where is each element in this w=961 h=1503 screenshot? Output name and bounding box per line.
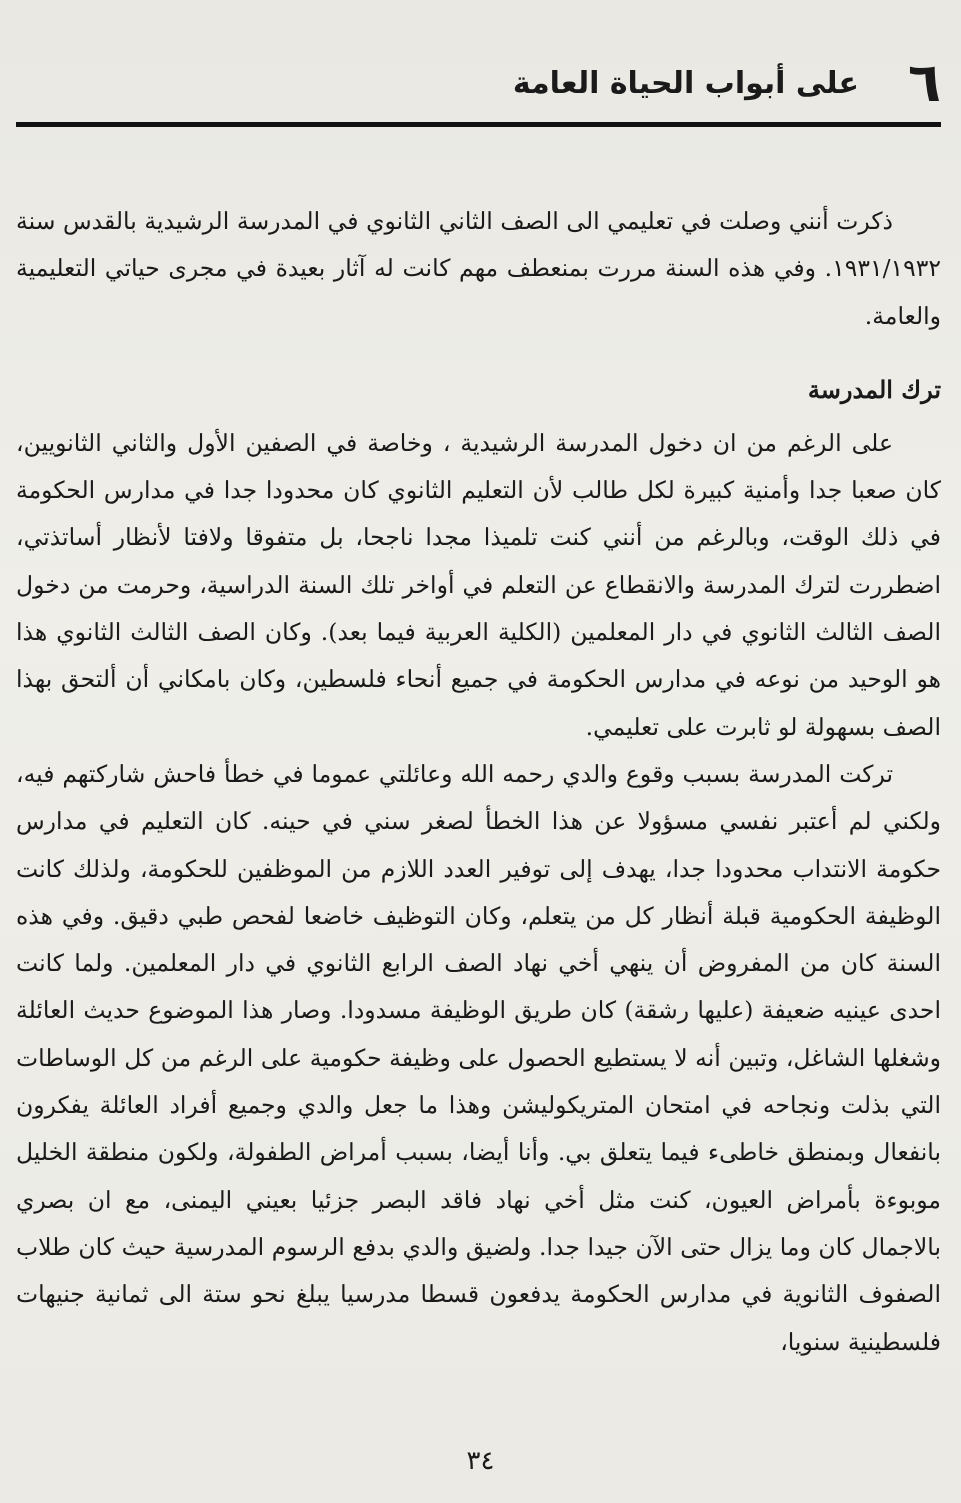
header-divider <box>16 122 941 127</box>
paragraph-1: على الرغم من ان دخول المدرسة الرشيدية ، وخاصة في الصفين الأول والثاني الثانويين، كان صعبا جدا وأمنية كبيرة لكل طالب لأن التعليم الثانوي كان محدودا جدا في مدارس الحكومة في ذلك الوقت، وبالرغم من أنني كنت تلميذا مجدا ناجحا، بل متفوقا ولافتا لأنظار أساتذتي، اضطررت لترك المدرسة والانقطاع عن التعلم في أواخر تلك السنة الدراسية، وحرمت من دخول الصف الثالث الثانوي في دار المعلمين (الكلية العربية فيما بعد). وكان الصف الثالث الثانوي هذا هو الوحيد من نوعه في مدارس الحكومة في جميع أنحاء فلسطين، وكان بامكاني أن ألتحق بهذا الصف بسهولة لو ثابرت على تعليمي. <box>16 428 941 741</box>
paragraph-2: تركت المدرسة بسبب وقوع والدي رحمه الله وعائلتي عموما في خطأ فاحش شاركتهم فيه، ولكني لم أعتبر نفسي مسؤولا عن هذا الخطأ لصغر سني في حينه. كان التعليم في مدارس حكومة الانتداب محدودا جدا، يهدف إلى توفير العدد اللازم من الموظفين للحكومة، ولذلك كانت الوظيفة الحكومية قبلة أنظار كل من يتعلم، وكان التوظيف خاضعا لفحص طبي دقيق. وفي هذه السنة كان من المفروض أن ينهي أخي نهاد الصف الرابع الثانوي في دار المعلمين. ولما كانت احدى عينيه ضعيفة (عليها رشقة) كان طريق الوظيفة مسدودا. وصار هذا الموضوع حديث العائلة وشغلها الشاغل، وتبين أنه لا يستطيع الحصول على وظيفة حكومية على الرغم من كل الوساطات التي بذلت ونجاحه في امتحان المتريكوليشن وهذا ما جعل والدي وجميع أفراد العائلة يفكرون بانفعال وبمنطق خاطىء فيما يتعلق بي. وأنا أيضا، بسبب أمراض الطفولة، ولكون منطقة الخليل موبوءة بأمراض العيون، كنت مثل أخي نهاد فاقد البصر جزئيا بعيني اليمنى، مع ان بصري بالاجمال كان وما يزال حتى الآن جيدا جدا. ولضيق والدي بدفع الرسوم المدرسية حيث كان طلاب الصفوف الثانوية في مدارس الحكومة يدفعون قسطا مدرسيا يبلغ نحو ستة الى ثمانية جنيهات فلسطينية سنويا، <box>16 759 941 1356</box>
chapter-title: على أبواب الحياة العامة <box>512 66 859 101</box>
chapter-number: ٦ <box>908 51 941 114</box>
body-text <box>16 198 941 1366</box>
intro-paragraph: ذكرت أنني وصلت في تعليمي الى الصف الثاني الثانوي في المدرسة الرشيدية بالقدس سنة ١٩٣١/١٩٣٢. وفي هذه السنة مررت بمنعطف مهم كانت له آثار بعيدة في مجرى حياتي التعليمية والعامة. <box>16 207 941 330</box>
page-number: ٣٤ <box>466 1446 495 1476</box>
section-heading: ترك المدرسة <box>807 374 941 404</box>
chapter-header <box>16 52 941 114</box>
